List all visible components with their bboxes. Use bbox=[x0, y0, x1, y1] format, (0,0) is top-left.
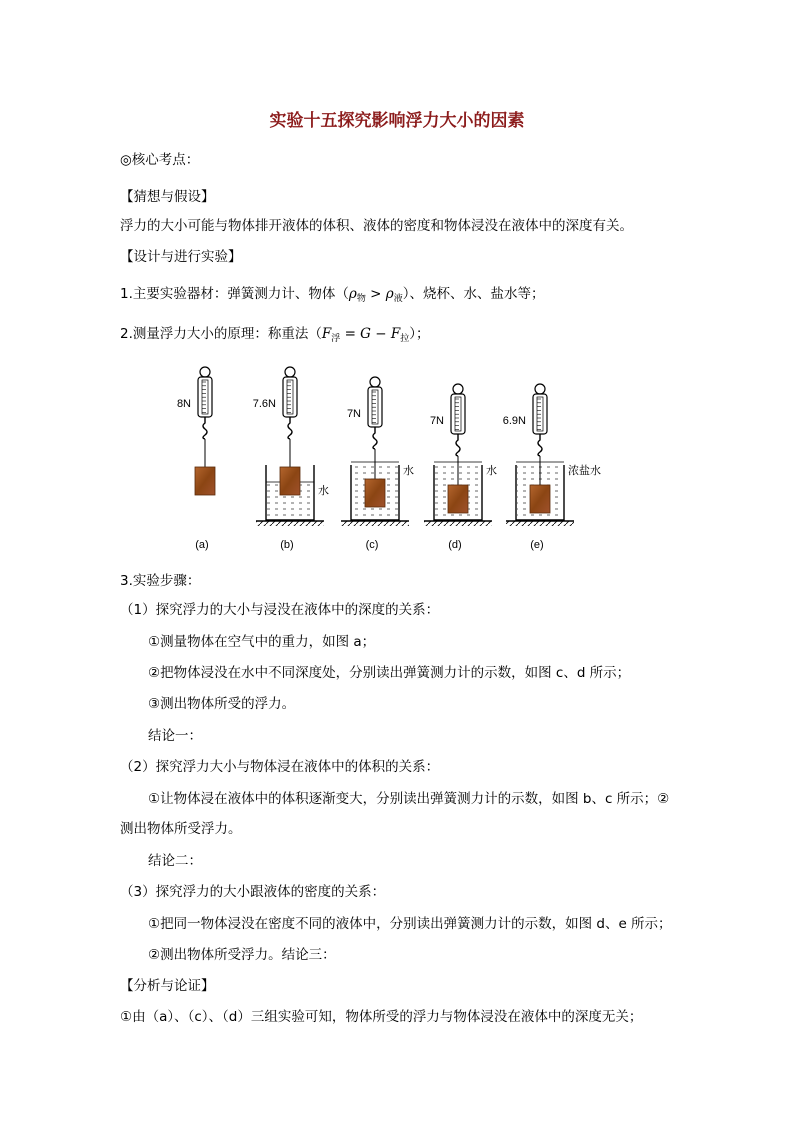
hook bbox=[373, 427, 377, 449]
core-points-label: ◎核心考点： bbox=[120, 152, 200, 168]
analysis-heading: 【分析与论证】 bbox=[120, 978, 215, 994]
rho-symbol-2: ρ bbox=[385, 286, 394, 302]
force-symbol: F bbox=[321, 326, 332, 342]
equipment-suffix: ）、烧杯、水、盐水等； bbox=[402, 286, 545, 302]
step1-item-b: ②把物体浸没在水中不同深度处，分别读出弹簧测力计的示数，如图 c、d 所示； bbox=[148, 665, 631, 681]
panel-c bbox=[341, 377, 414, 551]
object-block bbox=[448, 485, 468, 513]
scale-reading: 7.6N bbox=[252, 398, 276, 410]
step2-title: （2）探究浮力大小与物体浸在液体中的体积的关系： bbox=[120, 759, 440, 775]
greater-than: > bbox=[365, 286, 386, 302]
scale-ring bbox=[453, 384, 463, 394]
principle-suffix: ）； bbox=[409, 326, 430, 342]
object-block bbox=[530, 485, 550, 513]
liquid-label: 水 bbox=[318, 485, 329, 497]
design-heading: 【设计与进行实验】 bbox=[120, 249, 242, 265]
object-block bbox=[195, 467, 215, 495]
rho-subscript-object: 物 bbox=[356, 294, 366, 304]
panel-caption: (d) bbox=[448, 539, 462, 551]
step2-item-a2: 测出物体所受浮力。 bbox=[120, 821, 242, 837]
panel-e bbox=[503, 384, 601, 551]
rho-symbol: ρ bbox=[348, 286, 357, 302]
step3-item-b: ②测出物体所受浮力。结论三： bbox=[148, 947, 336, 963]
scale-ring bbox=[200, 367, 210, 377]
liquid-label: 浓盐水 bbox=[568, 465, 601, 477]
force-subscript-pull: 拉 bbox=[400, 334, 410, 344]
principle-prefix: 2.测量浮力大小的原理：称重法（ bbox=[120, 326, 322, 342]
scale-reading: 7N bbox=[346, 408, 361, 420]
step2-conclusion: 结论二： bbox=[148, 853, 202, 869]
step2-item-a1: ①让物体浸在液体中的体积逐渐变大，分别读出弹簧测力计的示数，如图 b、c 所示；② bbox=[148, 791, 670, 807]
floor-hatch bbox=[506, 521, 574, 526]
step1-conclusion: 结论一： bbox=[148, 728, 202, 744]
force-symbol-2: F bbox=[390, 326, 401, 342]
analysis-item-1: ①由（a）、（c）、（d）三组实验可知，物体所受的浮力与物体浸没在液体中的深度无关； bbox=[120, 1009, 643, 1025]
floor-hatch bbox=[341, 521, 409, 526]
page-title: 实验十五探究影响浮力大小的因素 bbox=[269, 111, 525, 131]
hook bbox=[288, 417, 292, 439]
hook bbox=[456, 434, 460, 456]
hook bbox=[203, 417, 207, 439]
scale-ring bbox=[370, 377, 380, 387]
force-subscript-buoyancy: 浮 bbox=[331, 334, 341, 344]
hypothesis-heading: 【猜想与假设】 bbox=[120, 189, 215, 205]
equipment-line bbox=[120, 285, 544, 308]
principle-line bbox=[120, 325, 430, 348]
panel-caption: (b) bbox=[280, 539, 294, 551]
scale-ring bbox=[535, 384, 545, 394]
rho-subscript-liquid: 液 bbox=[393, 294, 403, 304]
panel-d bbox=[424, 384, 497, 551]
step3-title: （3）探究浮力的大小跟液体的密度的关系： bbox=[120, 884, 386, 900]
experiment-figure bbox=[170, 362, 650, 561]
floor-hatch bbox=[424, 521, 492, 526]
object-block bbox=[365, 479, 385, 507]
panel-caption: (e) bbox=[530, 539, 544, 551]
scale-ring bbox=[285, 367, 295, 377]
equation-middle: = G − bbox=[340, 326, 391, 342]
panel-a bbox=[177, 367, 215, 551]
hook bbox=[538, 434, 542, 456]
experiment-diagram bbox=[170, 362, 650, 557]
panel-caption: (a) bbox=[195, 539, 209, 551]
panel-caption: (c) bbox=[365, 539, 379, 551]
floor-hatch bbox=[256, 521, 324, 526]
step1-item-a: ①测量物体在空气中的重力，如图 a； bbox=[148, 634, 376, 650]
panel-b bbox=[253, 367, 329, 551]
liquid-label: 水 bbox=[403, 465, 414, 477]
liquid-label: 水 bbox=[486, 465, 497, 477]
scale-reading: 8N bbox=[176, 398, 191, 410]
object-block bbox=[280, 467, 300, 495]
step1-title: （1）探究浮力的大小与浸没在液体中的深度的关系： bbox=[120, 602, 440, 618]
steps-heading: 3.实验步骤： bbox=[120, 573, 201, 589]
scale-reading: 6.9N bbox=[502, 415, 526, 427]
step1-item-c: ③测出物体所受的浮力。 bbox=[148, 696, 296, 712]
equipment-prefix: 1.主要实验器材：弹簧测力计、物体（ bbox=[120, 286, 349, 302]
scale-reading: 7N bbox=[429, 415, 444, 427]
hypothesis-text: 浮力的大小可能与物体排开液体的体积、液体的密度和物体浸没在液体中的深度有关。 bbox=[120, 218, 633, 234]
step3-item-a: ①把同一物体浸没在密度不同的液体中，分别读出弹簧测力计的示数，如图 d、e 所示； bbox=[148, 916, 672, 932]
